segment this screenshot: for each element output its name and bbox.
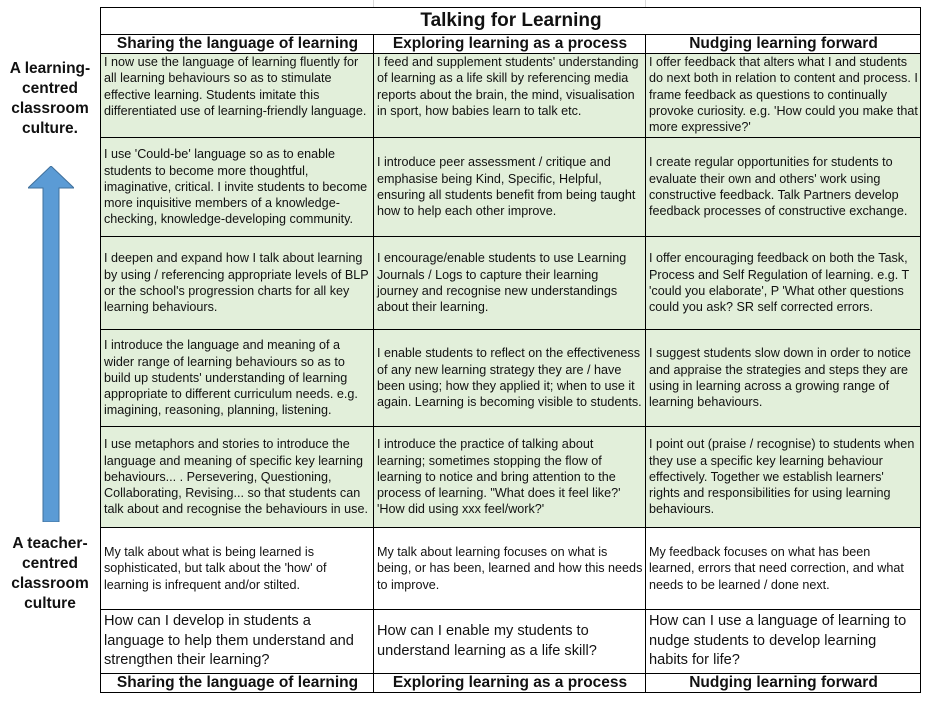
table-row — [101, 427, 921, 528]
question-cell: How can I use a language of learning to nudge students to develop learning habits for life? — [646, 610, 921, 674]
rubric-cell: I now use the language of learning fluently for all learning behaviours so as to stimulate effective learning. Students imitate this differentiated use of learning-friendly language. — [101, 54, 374, 138]
table-row — [101, 330, 921, 427]
question-row — [101, 610, 921, 674]
arrow-shape — [28, 166, 74, 522]
column-footer-sharing: Sharing the language of learning — [101, 674, 374, 693]
rubric-cell: I introduce the practice of talking about learning; sometimes stopping the flow of learning to notice and bring attention to the process of learning. "What does it feel like?' 'How did using xxx feel/work?' — [374, 427, 646, 528]
table-row — [101, 54, 921, 138]
column-header-sharing: Sharing the language of learning — [101, 35, 374, 54]
rubric-cell: I create regular opportunities for students to evaluate their own and others' work using constructive feedback. Talk Partners develop feedback processes of constructive exchange. — [646, 138, 921, 237]
table-row — [101, 237, 921, 330]
column-header-exploring: Exploring learning as a process — [374, 35, 646, 54]
title-row — [101, 8, 921, 35]
rubric-cell: I introduce peer assessment / critique and emphasise being Kind, Specific, Helpful, ensuring all students benefit from being taught how to help each other improve. — [374, 138, 646, 237]
rubric-cell: My talk about what is being learned is sophisticated, but talk about the 'how' of learning is infrequent and/or stilted. — [101, 528, 374, 610]
column-footer-exploring: Exploring learning as a process — [374, 674, 646, 693]
question-cell: How can I enable my students to understand learning as a life skill? — [374, 610, 646, 674]
rubric-cell: I offer encouraging feedback on both the Task, Process and Self Regulation of learning. e.g. T 'could you elaborate', P 'What other questions could you ask? SR self corrected errors. — [646, 237, 921, 330]
rubric-cell: I point out (praise / recognise) to students when they use a specific key learning behaviour effectively. Together we establish learners' rights and responsibilities for using learning behaviours. — [646, 427, 921, 528]
rubric-cell: I use 'Could-be' language so as to enable students to become more thoughtful, imaginative, critical. I invite students to become more inquisitive members of a knowledge-checking, knowledge-developing community. — [101, 138, 374, 237]
rubric-cell: My talk about learning focuses on what is being, or has been, learned and how this needs to improve. — [374, 528, 646, 610]
header-row — [101, 35, 921, 54]
rubric-cell: I use metaphors and stories to introduce the language and meaning of specific key learning behaviours... . Persevering, Questioning, Collaborating, Revising... so that students can talk about and recognise the behaviours in use. — [101, 427, 374, 528]
label-teacher-centred: A teacher-centred classroom culture — [11, 535, 89, 612]
table-title: Talking for Learning — [101, 8, 921, 35]
rubric-cell: I encourage/enable students to use Learning Journals / Logs to capture their learning journey and recognise new understandings about their learning. — [374, 237, 646, 330]
rubric-cell: I offer feedback that alters what I and students do next both in relation to content and process. I frame feedback as questions to continually provoke curiosity. e.g. 'How could you make that more expressive?' — [646, 54, 921, 138]
rubric-cell: I introduce the language and meaning of a wider range of learning behaviours so as to build up students' understanding of learning appropriate to different curriculum needs. e.g. imagining, reasoning, planning, listening. — [101, 330, 374, 427]
question-cell: How can I develop in students a language to help them understand and strengthen their learning? — [101, 610, 374, 674]
rubric-cell: I deepen and expand how I talk about learning by using / referencing appropriate levels of BLP or the school's progression charts for all key learning behaviours. — [101, 237, 374, 330]
rubric-table — [100, 7, 921, 693]
column-header-nudging: Nudging learning forward — [646, 35, 921, 54]
rubric-cell: My feedback focuses on what has been learned, errors that need correction, and what needs to be learned / done next. — [646, 528, 921, 610]
rubric-cell: I suggest students slow down in order to notice and appraise the strategies and steps they are using in learning across a growing range of learning behaviours. — [646, 330, 921, 427]
table-row — [101, 138, 921, 237]
label-learning-centred: A learning-centred classroom culture. — [9, 60, 91, 137]
rubric-cell: I feed and supplement students' understanding of learning as a life skill by referencing media reports about the brain, the mind, visualisation in sport, how babies learn to talk etc. — [374, 54, 646, 138]
rubric-cell: I enable students to reflect on the effectiveness of any new learning strategy they are / have been using; how they applied it; when to use it again. Learning is becoming visible to students. — [374, 330, 646, 427]
column-footer-nudging: Nudging learning forward — [646, 674, 921, 693]
arrow-up-icon — [28, 166, 74, 522]
footer-row — [101, 674, 921, 693]
table-row — [101, 528, 921, 610]
